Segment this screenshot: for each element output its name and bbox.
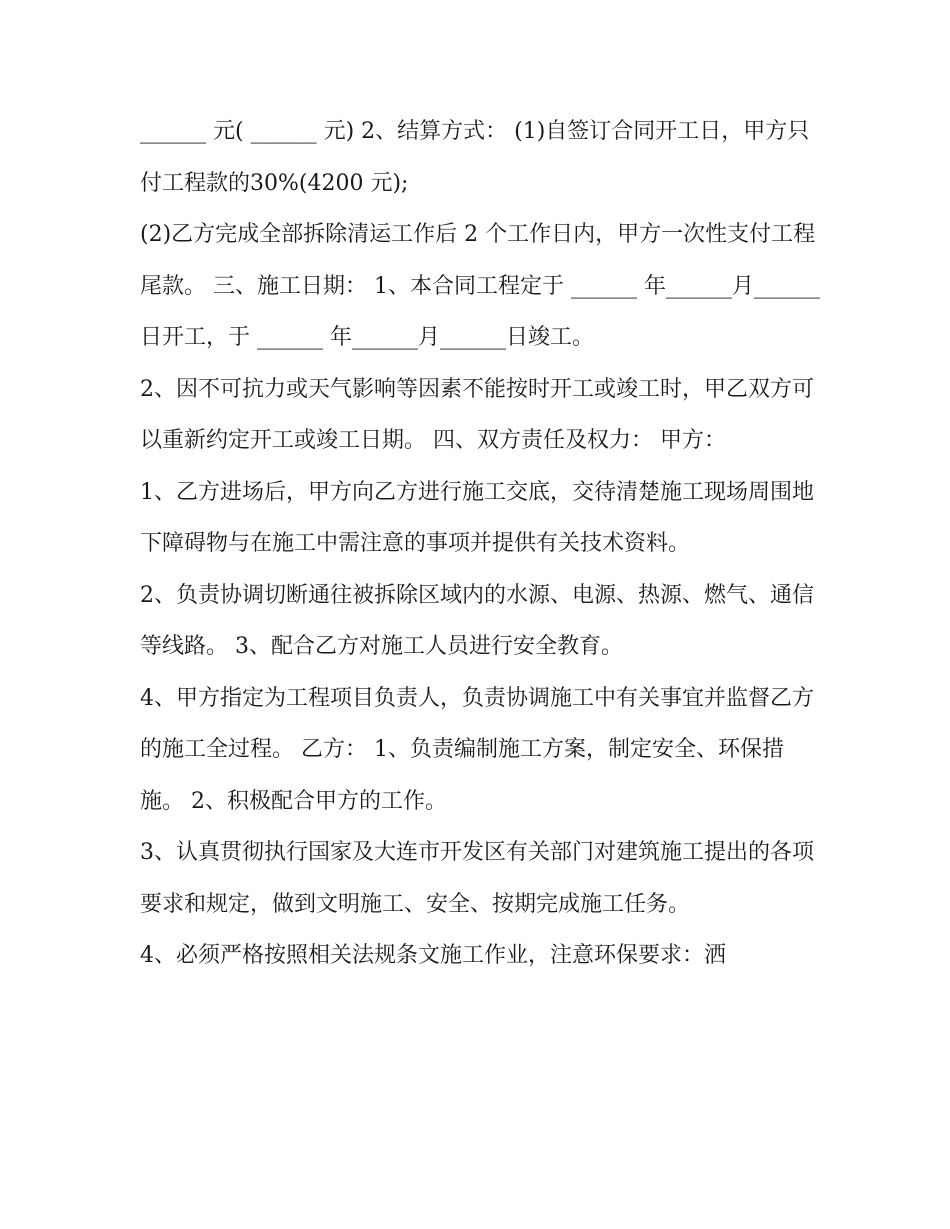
paragraph-party-a-duty-1: 1、乙方进场后，甲方向乙方进行施工交底，交待清楚施工现场周围地下障碍物与在施工中需注意的事项并提供有关技术资料。	[140, 479, 814, 556]
document-body	[140, 106, 820, 982]
paragraph-settlement: ______ 元( ______ 元) 2、结算方式： (1)自签订合同开工日，甲方只付工程款的30%(4200 元);	[140, 119, 810, 196]
paragraph-party-a-duty-4-party-b: 4、甲方指定为工程项目负责人，负责协调施工中有关事宜并监督乙方的施工全过程。 乙方： 1、负责编制施工方案，制定安全、环保措施。 2、积极配合甲方的工作。	[140, 685, 814, 814]
paragraph-party-b-duty-3: 3、认真贯彻执行国家及大连市开发区有关部门对建筑施工提出的各项要求和规定，做到文明施工、安全、按期完成施工任务。	[140, 840, 814, 917]
paragraph-party-b-duty-4: 4、必须严格按照相关法规条文施工作业，注意环保要求：洒	[140, 943, 726, 968]
paragraph-final-payment-schedule: (2)乙方完成全部拆除清运工作后 2 个工作日内，甲方一次性支付工程尾款。 三、施工日期： 1、本合同工程定于 ______ 年______月______日开工，于 ______ 年______月______日竣工。	[140, 222, 820, 350]
paragraph-force-majeure: 2、因不可抗力或天气影响等因素不能按时开工或竣工时，甲乙双方可以重新约定开工或竣工日期。 四、双方责任及权力： 甲方：	[140, 376, 814, 453]
paragraph-party-a-duty-2-3: 2、负责协调切断通往被拆除区域内的水源、电源、热源、燃气、通信等线路。 3、配合乙方对施工人员进行安全教育。	[140, 582, 814, 659]
